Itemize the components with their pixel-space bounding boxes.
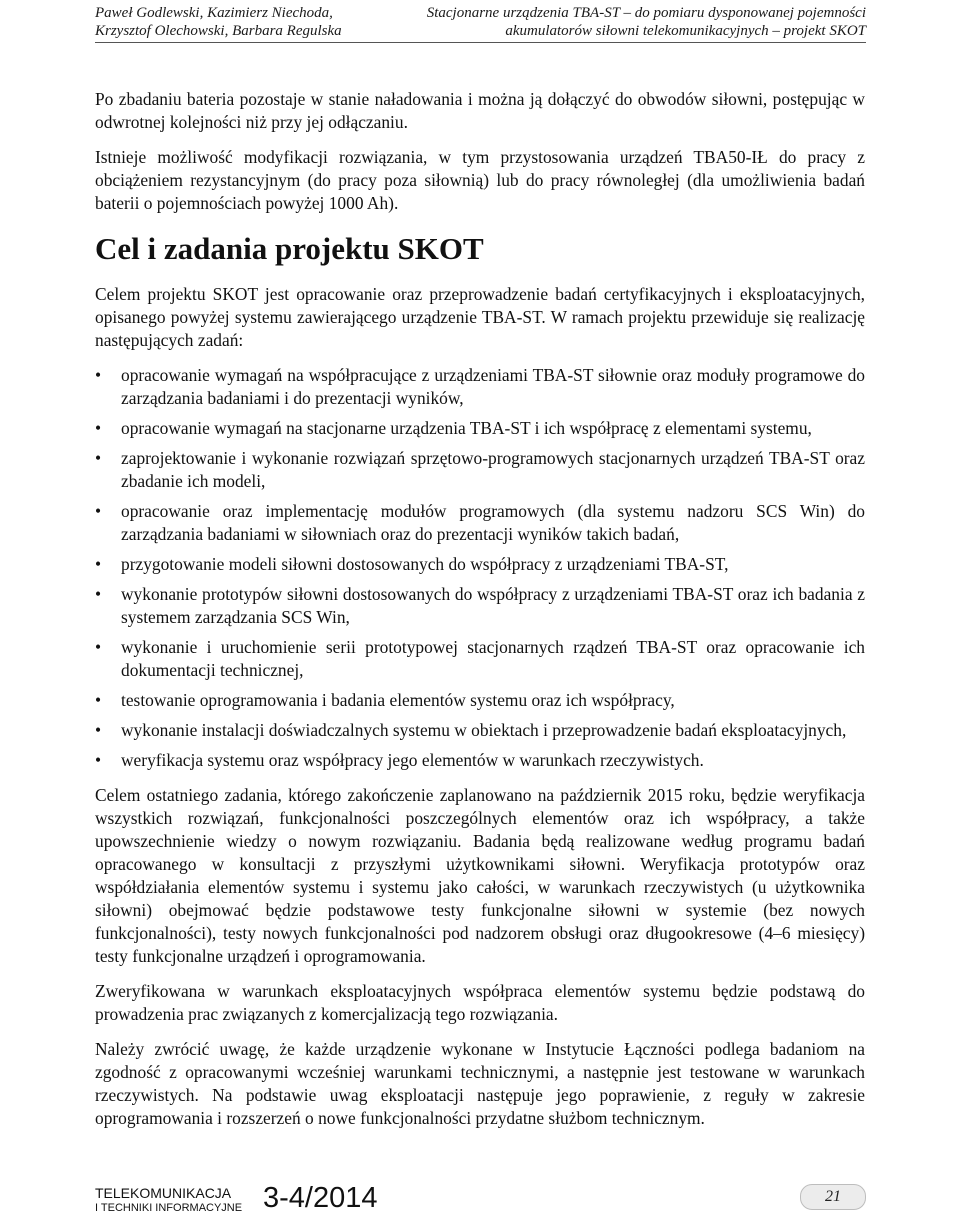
paragraph-commercialization: Zweryfikowana w warunkach eksploatacyjnych współpraca elementów systemu będzie podstawą do prowadzenia prac związanych z komercjalizacją tego rozwiązania.: [95, 981, 865, 1024]
paragraph-modification: Istnieje możliwość modyfikacji rozwiązania, w tym przystosowania urządzeń TBA50-IŁ do pracy z obciążeniem rezystancyjnym (do pracy poza siłownią) lub do pracy równoległej (dla umożliwienia badań baterii o pojemnościach powyżej 1000 Ah).: [95, 147, 865, 213]
task-text: opracowanie wymagań na stacjonarne urządzenia TBA-ST i ich współpracę z elementami systemu,: [121, 418, 812, 438]
bullet-icon: •: [95, 750, 102, 770]
task-list-item: [95, 364, 865, 410]
task-text: weryfikacja systemu oraz współpracy jego elementów w warunkach rzeczywistych.: [121, 750, 704, 770]
task-text: testowanie oprogramowania i badania elementów systemu oraz ich współpracy,: [121, 690, 675, 710]
bullet-icon: •: [95, 720, 102, 740]
journal-brand: [95, 1186, 242, 1216]
journal-name: TELEKOMUNIKACJA: [95, 1185, 232, 1201]
task-text: wykonanie instalacji doświadczalnych systemu w obiektach i przeprowadzenie badań eksploatacyjnych,: [121, 720, 847, 740]
task-list-item: [95, 553, 865, 576]
issue-number: 3-4/2014: [263, 1182, 378, 1214]
paragraph-final-task: Celem ostatniego zadania, którego zakończenie zaplanowano na październik 2015 roku, będzie weryfikacja wszystkich rozwiązań, funkcjonalności poszczególnych elementów oraz ich współpracy, a także upowszechnienie wiedzy o nowym rozwiązaniu. Badania będą realizowane według programu badań opracowanego w konsultacji z przyszłymi użytkownikami siłowni. Weryfikacja prototypów oraz współdziałania elementów systemu i systemu jako całości, w warunkach rzeczywistych (u użytkownika siłowni) obejmować będzie podstawowe testy funkcjonalne siłowni w systemie (bez nowych funkcjonalności), testy nowych funkcjonalności pod nadzorem obsługi oraz długookresowe (4–6 miesięcy) testy funkcjonalne urządzeń i oprogramowania.: [95, 785, 865, 966]
task-list-item: [95, 749, 865, 772]
bullet-icon: •: [95, 501, 102, 521]
header-title-line-1: Stacjonarne urządzenia TBA-ST – do pomiaru dysponowanej pojemności: [426, 5, 866, 21]
task-list-item: [95, 719, 865, 742]
paragraph-battery-reconnect: Po zbadaniu bateria pozostaje w stanie naładowania i można ją dołączyć do obwodów siłowni, postępując w odwrotnej kolejności niż przy jej odłączaniu.: [95, 89, 865, 132]
task-list-item: [95, 417, 865, 440]
header-authors-line-1: Paweł Godlewski, Kazimierz Niechoda,: [95, 5, 333, 21]
page-number: 21: [825, 1188, 841, 1205]
bullet-icon: •: [95, 690, 102, 710]
task-list-item: [95, 583, 865, 629]
bullet-icon: •: [95, 637, 102, 657]
task-list: [95, 364, 865, 772]
header-authors: [95, 4, 342, 40]
task-text: wykonanie i uruchomienie serii prototypowej stacjonarnych rządzeń TBA-ST oraz opracowanie ich dokumentacji technicznej,: [121, 637, 865, 680]
bullet-icon: •: [95, 554, 102, 574]
header-article-title: [427, 4, 866, 40]
header-divider: [95, 42, 866, 43]
header-authors-line-2: Krzysztof Olechowski, Barbara Regulska: [95, 23, 342, 39]
paragraph-project-goal: Celem projektu SKOT jest opracowanie oraz przeprowadzenie badań certyfikacyjnych i eksploatacyjnych, opisanego powyżej systemu zawierającego urządzenie TBA-ST. W ramach projektu przewiduje się realizację następujących zadań:: [95, 284, 865, 350]
page-number-badge: [800, 1184, 866, 1210]
journal-subtitle: I TECHNIKI INFORMACYJNE: [95, 1202, 243, 1214]
task-list-item: [95, 689, 865, 712]
running-header: [95, 4, 866, 44]
header-title-line-2: akumulatorów siłowni telekomunikacyjnych – projekt SKOT: [505, 23, 866, 39]
task-text: opracowanie oraz implementację modułów programowych (dla systemu nadzoru SCS Win) do zarządzania badaniami w siłowniach oraz do prezentacji wyników takich badań,: [121, 501, 865, 544]
task-text: przygotowanie modeli siłowni dostosowanych do współpracy z urządzeniami TBA-ST,: [121, 554, 729, 574]
section-heading: Cel i zadania projektu SKOT: [95, 231, 484, 266]
page-footer: [95, 1178, 866, 1214]
task-text: opracowanie wymagań na współpracujące z urządzeniami TBA-ST siłownie oraz moduły programowe do zarządzania badaniami i do prezentacji wyników,: [121, 365, 865, 408]
article-body: [95, 88, 865, 1142]
task-list-item: [95, 447, 865, 493]
paragraph-testing-note: Należy zwrócić uwagę, że każde urządzenie wykonane w Instytucie Łączności podlega badaniom na zgodność z opracowanymi wcześniej warunkami technicznymi, a następnie jest testowane w warunkach rzeczywistych. Na podstawie uwag eksploatacji następuje jego poprawienie, z reguły w zakresie oprogramowania i rozszerzeń o nowe funkcjonalności przydatne służbom technicznym.: [95, 1039, 865, 1128]
bullet-icon: •: [95, 448, 102, 468]
bullet-icon: •: [95, 365, 102, 385]
task-list-item: [95, 636, 865, 682]
bullet-icon: •: [95, 584, 102, 604]
bullet-icon: •: [95, 418, 102, 438]
task-text: wykonanie prototypów siłowni dostosowanych do współpracy z urządzeniami TBA-ST oraz ich badania z systemem zarządzania SCS Win,: [121, 584, 865, 627]
task-text: zaprojektowanie i wykonanie rozwiązań sprzętowo-programowych stacjonarnych urządzeń TBA-ST oraz zbadanie ich modeli,: [121, 448, 865, 491]
task-list-item: [95, 500, 865, 546]
